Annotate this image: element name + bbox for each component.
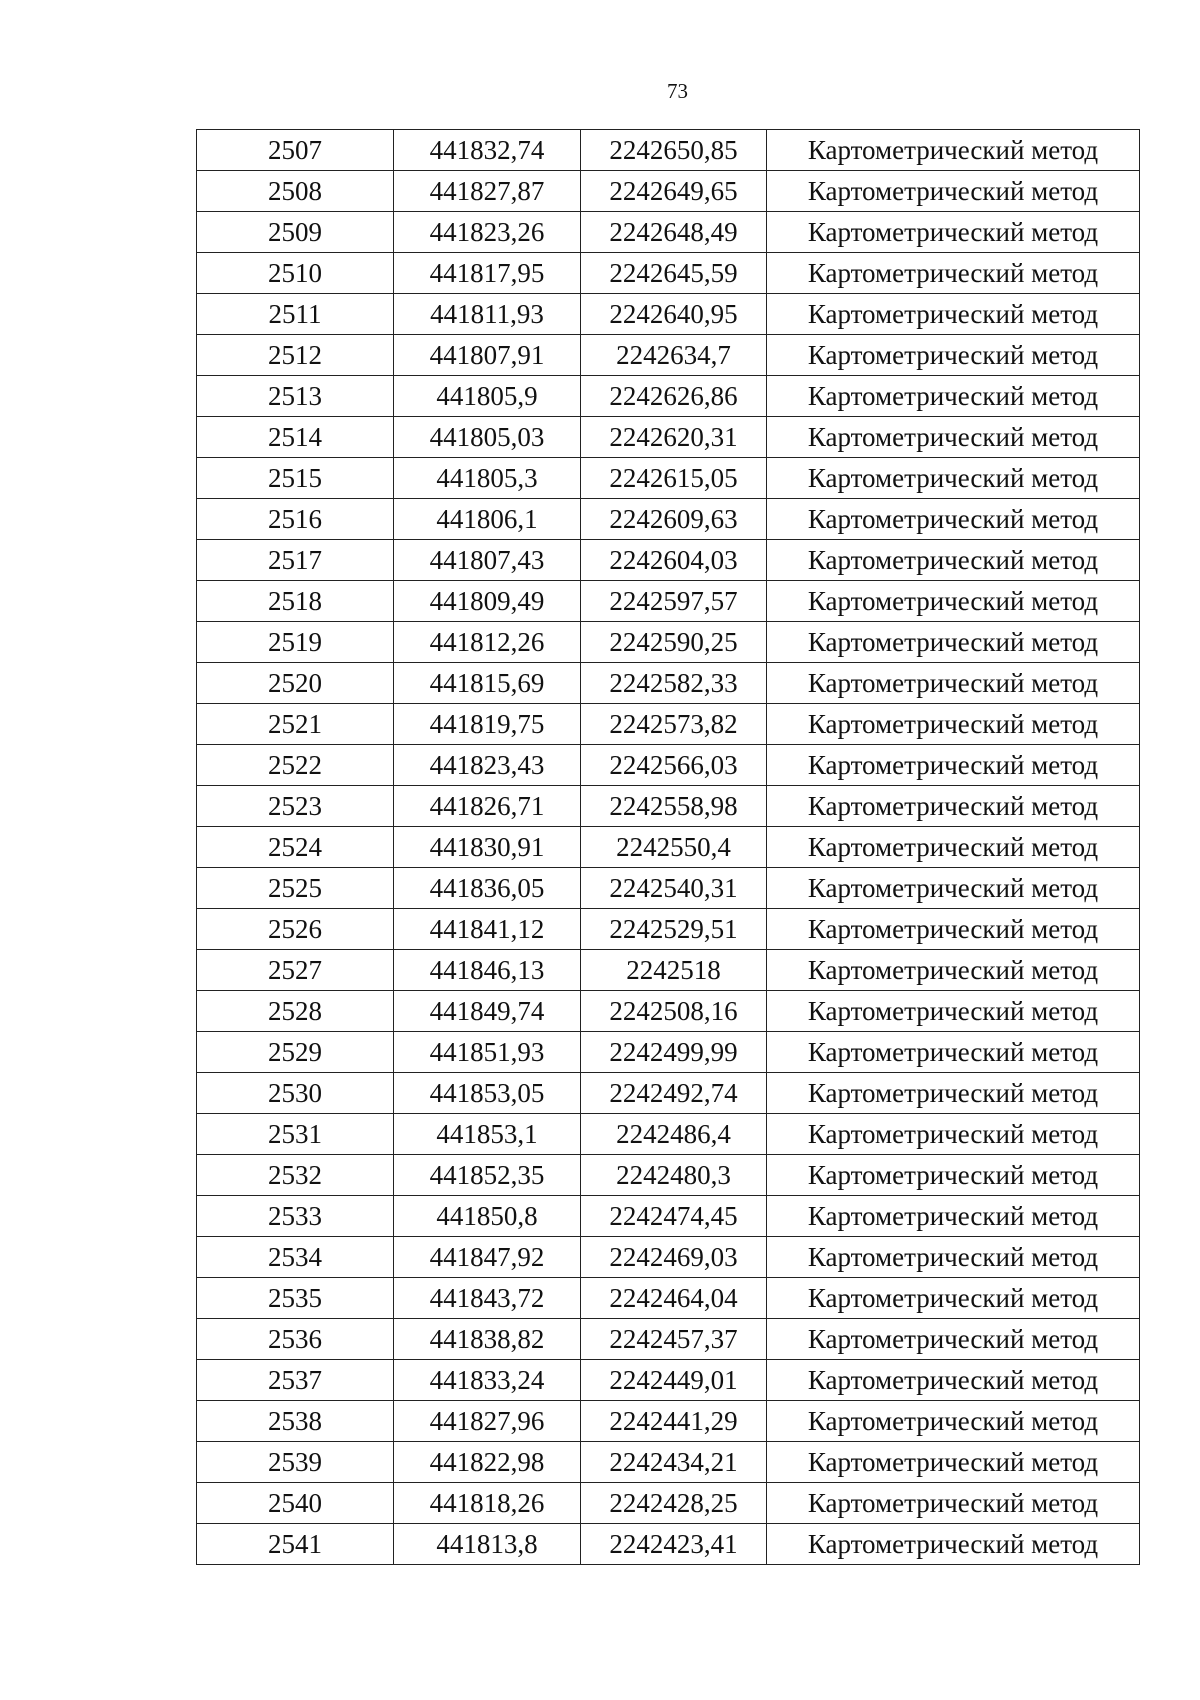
y-coordinate-cell: 2242474,45 [581,1196,767,1237]
x-coordinate-cell: 441805,9 [394,376,581,417]
table-row [197,171,1140,212]
x-coordinate-cell: 441838,82 [394,1319,581,1360]
table-row [197,499,1140,540]
point-number-cell: 2517 [197,540,394,581]
method-cell: Картометрический метод [767,1196,1140,1237]
y-coordinate-cell: 2242634,7 [581,335,767,376]
table-row [197,1401,1140,1442]
point-number-cell: 2527 [197,950,394,991]
table-row [197,991,1140,1032]
method-cell: Картометрический метод [767,130,1140,171]
x-coordinate-cell: 441841,12 [394,909,581,950]
y-coordinate-cell: 2242428,25 [581,1483,767,1524]
method-cell: Картометрический метод [767,1237,1140,1278]
y-coordinate-cell: 2242597,57 [581,581,767,622]
point-number-cell: 2541 [197,1524,394,1565]
x-coordinate-cell: 441805,03 [394,417,581,458]
method-cell: Картометрический метод [767,581,1140,622]
method-cell: Картометрический метод [767,909,1140,950]
point-number-cell: 2525 [197,868,394,909]
table-row [197,909,1140,950]
table-row [197,827,1140,868]
table-row [197,294,1140,335]
x-coordinate-cell: 441822,98 [394,1442,581,1483]
method-cell: Картометрический метод [767,1032,1140,1073]
y-coordinate-cell: 2242650,85 [581,130,767,171]
point-number-cell: 2510 [197,253,394,294]
point-number-cell: 2507 [197,130,394,171]
point-number-cell: 2508 [197,171,394,212]
x-coordinate-cell: 441853,05 [394,1073,581,1114]
method-cell: Картометрический метод [767,1114,1140,1155]
point-number-cell: 2519 [197,622,394,663]
y-coordinate-cell: 2242550,4 [581,827,767,868]
method-cell: Картометрический метод [767,1278,1140,1319]
y-coordinate-cell: 2242566,03 [581,745,767,786]
table-row [197,622,1140,663]
method-cell: Картометрический метод [767,212,1140,253]
method-cell: Картометрический метод [767,540,1140,581]
y-coordinate-cell: 2242582,33 [581,663,767,704]
x-coordinate-cell: 441852,35 [394,1155,581,1196]
method-cell: Картометрический метод [767,1073,1140,1114]
x-coordinate-cell: 441827,96 [394,1401,581,1442]
y-coordinate-cell: 2242626,86 [581,376,767,417]
x-coordinate-cell: 441833,24 [394,1360,581,1401]
y-coordinate-cell: 2242558,98 [581,786,767,827]
y-coordinate-cell: 2242529,51 [581,909,767,950]
point-number-cell: 2533 [197,1196,394,1237]
method-cell: Картометрический метод [767,1483,1140,1524]
x-coordinate-cell: 441847,92 [394,1237,581,1278]
method-cell: Картометрический метод [767,1319,1140,1360]
method-cell: Картометрический метод [767,1442,1140,1483]
y-coordinate-cell: 2242492,74 [581,1073,767,1114]
point-number-cell: 2528 [197,991,394,1032]
x-coordinate-cell: 441813,8 [394,1524,581,1565]
x-coordinate-cell: 441827,87 [394,171,581,212]
x-coordinate-cell: 441823,43 [394,745,581,786]
x-coordinate-cell: 441851,93 [394,1032,581,1073]
point-number-cell: 2539 [197,1442,394,1483]
table-row [197,1237,1140,1278]
point-number-cell: 2532 [197,1155,394,1196]
method-cell: Картометрический метод [767,827,1140,868]
point-number-cell: 2520 [197,663,394,704]
x-coordinate-cell: 441818,26 [394,1483,581,1524]
method-cell: Картометрический метод [767,458,1140,499]
x-coordinate-cell: 441811,93 [394,294,581,335]
point-number-cell: 2537 [197,1360,394,1401]
x-coordinate-cell: 441807,91 [394,335,581,376]
x-coordinate-cell: 441849,74 [394,991,581,1032]
y-coordinate-cell: 2242540,31 [581,868,767,909]
table-body [197,130,1140,1565]
x-coordinate-cell: 441819,75 [394,704,581,745]
y-coordinate-cell: 2242573,82 [581,704,767,745]
table-row [197,1155,1140,1196]
table-row [197,1073,1140,1114]
table-row [197,786,1140,827]
table-row [197,950,1140,991]
x-coordinate-cell: 441806,1 [394,499,581,540]
x-coordinate-cell: 441826,71 [394,786,581,827]
y-coordinate-cell: 2242449,01 [581,1360,767,1401]
y-coordinate-cell: 2242604,03 [581,540,767,581]
table-row [197,1196,1140,1237]
table-row [197,704,1140,745]
table-row [197,1278,1140,1319]
method-cell: Картометрический метод [767,950,1140,991]
table-row [197,458,1140,499]
table-row [197,130,1140,171]
y-coordinate-cell: 2242457,37 [581,1319,767,1360]
y-coordinate-cell: 2242499,99 [581,1032,767,1073]
point-number-cell: 2526 [197,909,394,950]
point-number-cell: 2529 [197,1032,394,1073]
point-number-cell: 2535 [197,1278,394,1319]
point-number-cell: 2521 [197,704,394,745]
y-coordinate-cell: 2242609,63 [581,499,767,540]
point-number-cell: 2516 [197,499,394,540]
point-number-cell: 2513 [197,376,394,417]
table-row [197,540,1140,581]
table-row [197,417,1140,458]
x-coordinate-cell: 441809,49 [394,581,581,622]
x-coordinate-cell: 441850,8 [394,1196,581,1237]
point-number-cell: 2530 [197,1073,394,1114]
point-number-cell: 2524 [197,827,394,868]
y-coordinate-cell: 2242615,05 [581,458,767,499]
method-cell: Картометрический метод [767,786,1140,827]
table-row [197,745,1140,786]
y-coordinate-cell: 2242590,25 [581,622,767,663]
table-row [197,1114,1140,1155]
point-number-cell: 2518 [197,581,394,622]
point-number-cell: 2514 [197,417,394,458]
table-row [197,1442,1140,1483]
x-coordinate-cell: 441846,13 [394,950,581,991]
x-coordinate-cell: 441836,05 [394,868,581,909]
y-coordinate-cell: 2242648,49 [581,212,767,253]
y-coordinate-cell: 2242508,16 [581,991,767,1032]
method-cell: Картометрический метод [767,704,1140,745]
method-cell: Картометрический метод [767,417,1140,458]
method-cell: Картометрический метод [767,868,1140,909]
point-number-cell: 2522 [197,745,394,786]
point-number-cell: 2531 [197,1114,394,1155]
y-coordinate-cell: 2242640,95 [581,294,767,335]
method-cell: Картометрический метод [767,335,1140,376]
coordinates-table [196,129,1140,1565]
method-cell: Картометрический метод [767,622,1140,663]
x-coordinate-cell: 441830,91 [394,827,581,868]
point-number-cell: 2523 [197,786,394,827]
method-cell: Картометрический метод [767,1401,1140,1442]
x-coordinate-cell: 441817,95 [394,253,581,294]
y-coordinate-cell: 2242464,04 [581,1278,767,1319]
y-coordinate-cell: 2242441,29 [581,1401,767,1442]
method-cell: Картометрический метод [767,499,1140,540]
x-coordinate-cell: 441807,43 [394,540,581,581]
point-number-cell: 2534 [197,1237,394,1278]
table-row [197,253,1140,294]
table-row [197,868,1140,909]
point-number-cell: 2512 [197,335,394,376]
table-row [197,581,1140,622]
table-row [197,335,1140,376]
x-coordinate-cell: 441815,69 [394,663,581,704]
y-coordinate-cell: 2242620,31 [581,417,767,458]
x-coordinate-cell: 441805,3 [394,458,581,499]
point-number-cell: 2511 [197,294,394,335]
y-coordinate-cell: 2242518 [581,950,767,991]
page-number: 73 [667,79,688,103]
table-row [197,376,1140,417]
method-cell: Картометрический метод [767,1155,1140,1196]
method-cell: Картометрический метод [767,253,1140,294]
point-number-cell: 2509 [197,212,394,253]
table-row [197,663,1140,704]
point-number-cell: 2515 [197,458,394,499]
table-row [197,1483,1140,1524]
table-row [197,1319,1140,1360]
y-coordinate-cell: 2242469,03 [581,1237,767,1278]
y-coordinate-cell: 2242423,41 [581,1524,767,1565]
y-coordinate-cell: 2242649,65 [581,171,767,212]
point-number-cell: 2538 [197,1401,394,1442]
table-row [197,1360,1140,1401]
y-coordinate-cell: 2242645,59 [581,253,767,294]
x-coordinate-cell: 441853,1 [394,1114,581,1155]
x-coordinate-cell: 441812,26 [394,622,581,663]
method-cell: Картометрический метод [767,991,1140,1032]
x-coordinate-cell: 441832,74 [394,130,581,171]
method-cell: Картометрический метод [767,1524,1140,1565]
method-cell: Картометрический метод [767,1360,1140,1401]
table-row [197,1032,1140,1073]
y-coordinate-cell: 2242480,3 [581,1155,767,1196]
point-number-cell: 2536 [197,1319,394,1360]
method-cell: Картометрический метод [767,663,1140,704]
x-coordinate-cell: 441823,26 [394,212,581,253]
method-cell: Картометрический метод [767,294,1140,335]
method-cell: Картометрический метод [767,745,1140,786]
x-coordinate-cell: 441843,72 [394,1278,581,1319]
table-row [197,1524,1140,1565]
y-coordinate-cell: 2242486,4 [581,1114,767,1155]
y-coordinate-cell: 2242434,21 [581,1442,767,1483]
point-number-cell: 2540 [197,1483,394,1524]
method-cell: Картометрический метод [767,376,1140,417]
method-cell: Картометрический метод [767,171,1140,212]
table-row [197,212,1140,253]
